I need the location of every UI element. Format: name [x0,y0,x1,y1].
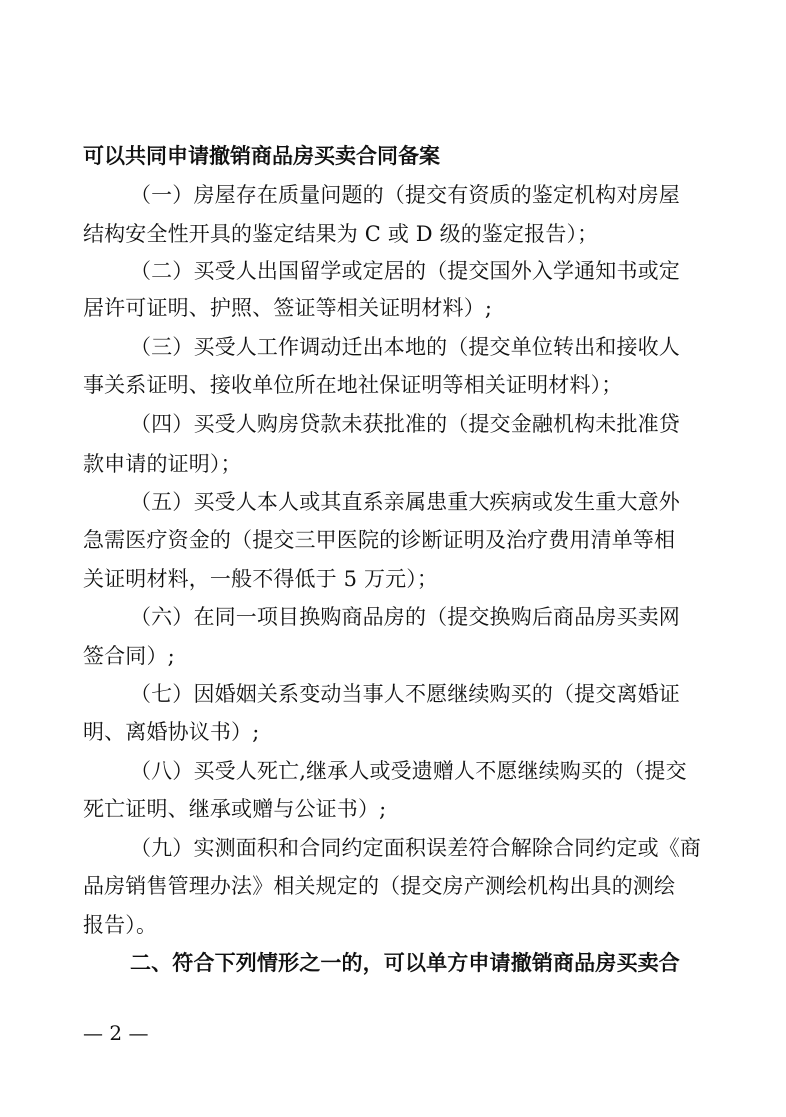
paragraph-line: （一）房屋存在质量问题的（提交有资质的鉴定机构对房屋 [130,183,680,207]
paragraph-line: （九）实测面积和合同约定面积误差符合解除合同约定或《商 [130,836,702,860]
paragraph-line: 急需医疗资金的（提交三甲医院的诊断证明及治疗费用清单等相 [83,528,676,552]
paragraph-line: （二）买受人出国留学或定居的（提交国外入学通知书或定 [130,259,680,283]
paragraph-line: 签合同）; [83,644,175,668]
paragraph-line: （七）因婚姻关系变动当事人不愿继续购买的（提交离婚证 [130,682,680,706]
paragraph-line: （五）买受人本人或其直系亲属患重大疾病或发生重大意外 [130,490,680,514]
paragraph-line: （四）买受人购房贷款未获批准的（提交金融机构未批准贷 [130,412,680,436]
section-two-heading-line: 二、符合下列情形之一的，可以单方申请撤销商品房买卖合 [130,951,680,975]
paragraph-line: 事关系证明、接收单位所在地社保证明等相关证明材料）； [83,373,623,397]
paragraph-line: 居许可证明、护照、签证等相关证明材料）; [83,296,493,320]
paragraph-line: （三）买受人工作调动迁出本地的（提交单位转出和接收人 [130,335,680,359]
paragraph-line: 报告）。 [83,913,158,937]
paragraph-line: 明、离婚协议书）; [83,720,260,744]
section-heading: 可以共同申请撤销商品房买卖合同备案 [83,144,440,168]
paragraph-line: 款申请的证明）； [83,452,242,476]
paragraph-line: （八）买受人死亡,继承人或受遗赠人不愿继续购买的（提交 [130,759,687,783]
paragraph-line: 品房销售管理办法》相关规定的（提交房产测绘机构出具的测绘 [83,874,676,898]
paragraph-line: 关证明材料，一般不得低于 5 万元）； [83,567,439,591]
page-number: — 2 — [83,1021,149,1045]
paragraph-line: 死亡证明、继承或赠与公证书）; [83,797,387,821]
paragraph-line: （六）在同一项目换购商品房的（提交换购后商品房买卖网 [130,605,680,629]
paragraph-line: 结构安全性开具的鉴定结果为 C 或 D 级的鉴定报告）； [83,222,599,246]
